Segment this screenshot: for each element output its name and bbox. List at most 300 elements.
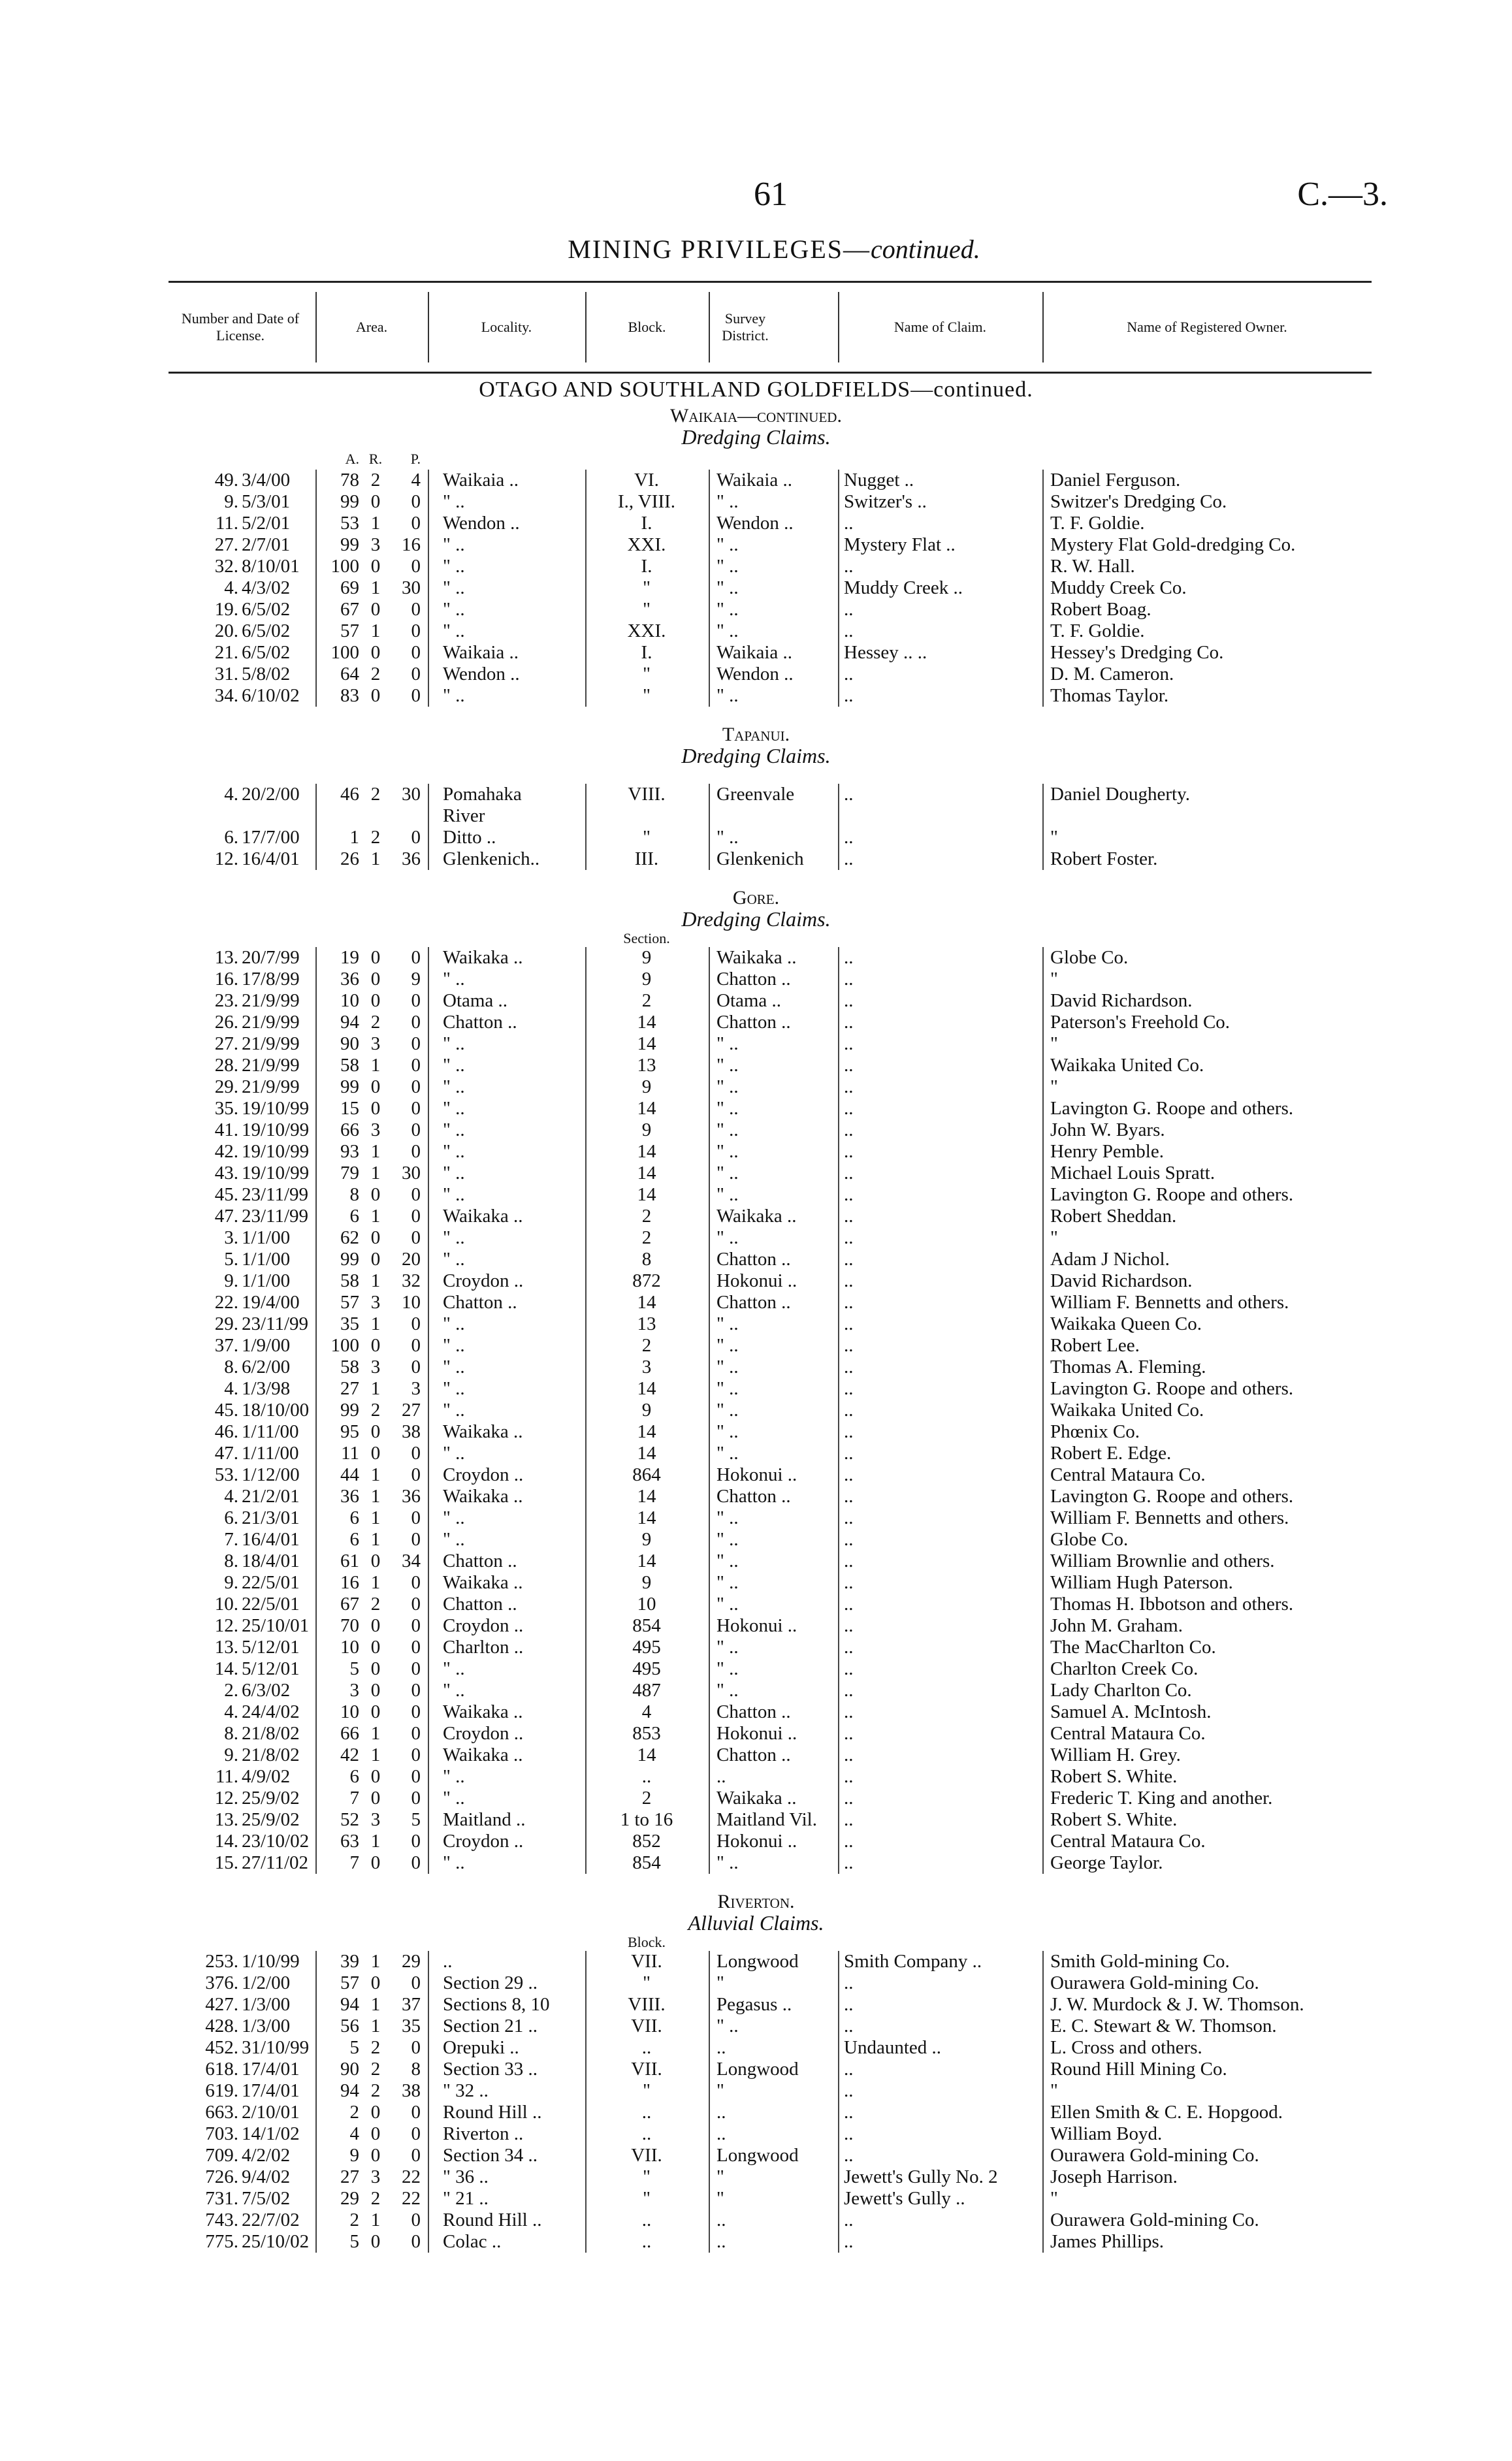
license-number: 427. (205, 1994, 238, 2015)
column-rule (838, 599, 839, 620)
column-rule (428, 2188, 429, 2210)
area-acres: 27 (340, 1378, 359, 1399)
area-roods: 2 (370, 1400, 381, 1421)
table-row (0, 470, 1512, 491)
area-acres: 67 (340, 1594, 359, 1615)
table-row (0, 534, 1512, 556)
license-number: 4. (224, 1486, 238, 1507)
column-rule (315, 2123, 317, 2145)
column-rule (709, 990, 710, 1012)
locality: " .. (443, 1141, 465, 1162)
column-rule (838, 1594, 839, 1615)
area-perches: 0 (411, 1788, 421, 1809)
claim-name: .. (844, 827, 854, 848)
claim-name: .. (844, 1852, 854, 1873)
area-acres: 26 (340, 848, 359, 869)
survey-district: .. (716, 2210, 726, 2230)
column-rule (1042, 556, 1044, 577)
license-number: 47. (214, 1206, 238, 1227)
claim-name: .. (844, 2059, 854, 2080)
license-date: 1/3/00 (242, 2016, 291, 2036)
column-sublabel: Block. (627, 1934, 666, 1950)
area-acres: 2 (349, 2102, 359, 2123)
column-rule (585, 1443, 587, 1464)
block: 2 (641, 1206, 652, 1227)
survey-district: " .. (716, 1507, 739, 1528)
survey-district: " .. (716, 620, 739, 641)
claim-name: .. (844, 2231, 854, 2252)
survey-district: .. (716, 2037, 726, 2058)
claim-name: .. (844, 1400, 854, 1421)
column-rule (585, 2080, 587, 2102)
column-rule (428, 1313, 429, 1335)
area-roods: 0 (370, 990, 381, 1011)
column-rule (585, 1357, 587, 1378)
license-number: 3. (224, 1227, 238, 1248)
license-number: 13. (214, 1809, 238, 1830)
registered-owner: Lavington G. Roope and others. (1050, 1486, 1294, 1507)
license-number: 9. (224, 1572, 238, 1593)
license-date: 1/1/00 (242, 1227, 291, 1248)
block: .. (641, 1766, 652, 1787)
area-perches: 0 (411, 1076, 421, 1097)
claim-name: Nugget .. (844, 470, 914, 491)
area-perches: 27 (402, 1400, 421, 1421)
area-perches: 10 (402, 1292, 421, 1313)
column-rule (709, 685, 710, 707)
column-rule (585, 1076, 587, 1098)
area-perches: 30 (402, 577, 421, 598)
column-rule (709, 1701, 710, 1723)
area-roods: 0 (370, 1615, 381, 1636)
area-acres: 61 (340, 1551, 359, 1571)
license-number: 43. (214, 1163, 238, 1183)
locality: " .. (443, 1033, 465, 1054)
area-acres: 99 (340, 534, 359, 555)
area-acres: 52 (340, 1809, 359, 1830)
table-row (0, 1443, 1512, 1464)
license-number: 619. (205, 2080, 238, 2101)
survey-district: Pegasus .. (716, 1994, 792, 2015)
area-acres: 16 (340, 1572, 359, 1593)
column-rule (315, 2059, 317, 2080)
column-rule (838, 1184, 839, 1206)
area-perches: 0 (411, 1206, 421, 1227)
table-row (0, 1076, 1512, 1098)
registered-owner: " (1050, 1033, 1058, 1054)
registered-owner: Paterson's Freehold Co. (1050, 1012, 1231, 1033)
column-rule (585, 1831, 587, 1852)
area-roods: 1 (370, 1141, 381, 1162)
block: 14 (637, 1292, 656, 1313)
block: VIII. (628, 784, 666, 805)
column-rule (1042, 969, 1044, 990)
column-rule (709, 2080, 710, 2102)
column-rule (1042, 1637, 1044, 1658)
area-acres: 3 (349, 1680, 359, 1701)
block: 14 (637, 1421, 656, 1442)
block: 9 (641, 1119, 652, 1140)
column-rule (838, 1227, 839, 1249)
column-rule (428, 1809, 429, 1831)
column-rule (585, 1464, 587, 1486)
registered-owner: Adam J Nichol. (1050, 1249, 1170, 1270)
claim-name: .. (844, 1572, 854, 1593)
area-roods: 3 (370, 1357, 381, 1377)
column-rule (315, 2037, 317, 2059)
column-rule (709, 1313, 710, 1335)
column-rule (1042, 1615, 1044, 1637)
locality: " .. (443, 1227, 465, 1248)
claim-name: .. (844, 1357, 854, 1377)
license-number: 4. (224, 1378, 238, 1399)
locality: " .. (443, 1098, 465, 1119)
table-row (0, 1680, 1512, 1701)
license-number: 27. (214, 1033, 238, 1054)
column-rule (709, 1249, 710, 1270)
area-roods: 3 (370, 1119, 381, 1140)
area-perches: 32 (402, 1270, 421, 1291)
license-number: 29. (214, 1076, 238, 1097)
table-row (0, 2037, 1512, 2059)
survey-district: Glenkenich (716, 848, 804, 869)
area-acres: 15 (340, 1098, 359, 1119)
document-reference: C.—3. (1297, 176, 1388, 213)
area-roods: 1 (370, 1529, 381, 1550)
claim-name: .. (844, 1994, 854, 2015)
license-number: 53. (214, 1464, 238, 1485)
survey-district: " .. (716, 1658, 739, 1679)
column-rule (1042, 599, 1044, 620)
block: 14 (637, 1486, 656, 1507)
table-row (0, 1951, 1512, 1972)
claim-name: Hessey .. .. (844, 642, 927, 663)
license-number: 10. (214, 1594, 238, 1615)
spacer (0, 707, 1512, 724)
license-date: 1/9/00 (242, 1335, 291, 1356)
column-rule (585, 2102, 587, 2123)
column-rule (838, 1141, 839, 1163)
license-number: 12. (214, 1615, 238, 1636)
survey-district: Chatton .. (716, 1701, 791, 1722)
column-rule (428, 642, 429, 664)
license-date: 20/2/00 (242, 784, 300, 805)
license-date: 18/10/00 (242, 1400, 310, 1421)
locality: Section 34 .. (443, 2145, 538, 2166)
area-acres: 99 (340, 1400, 359, 1421)
survey-district: " .. (716, 827, 739, 848)
column-rule (585, 2123, 587, 2145)
column-rule (709, 2145, 710, 2166)
area-roods: 0 (370, 969, 381, 989)
locality: " 32 .. (443, 2080, 489, 2101)
locality: " .. (443, 556, 465, 577)
area-roods: 0 (370, 1227, 381, 1248)
area-roods: 1 (370, 1507, 381, 1528)
column-rule (585, 1119, 587, 1141)
area-roods: 1 (370, 2210, 381, 2230)
area-acres: 29 (340, 2188, 359, 2209)
registered-owner: The MacCharlton Co. (1050, 1637, 1216, 1658)
area-roods: 1 (370, 1163, 381, 1183)
table-row (0, 1507, 1512, 1529)
license-date: 6/5/02 (242, 620, 291, 641)
column-rule (838, 1701, 839, 1723)
survey-district: .. (716, 2231, 726, 2252)
column-rule (838, 556, 839, 577)
area-acres: 56 (340, 2016, 359, 2036)
area-acres: 66 (340, 1119, 359, 1140)
column-rule (838, 470, 839, 491)
license-date: 18/4/01 (242, 1551, 300, 1571)
locality: Waikaia .. (443, 642, 519, 663)
column-rule (585, 848, 587, 870)
claim-name: .. (844, 1443, 854, 1464)
block: XXI. (627, 620, 666, 641)
column-rule (315, 1033, 317, 1055)
area-roods: 1 (370, 1270, 381, 1291)
survey-district: " .. (716, 1076, 739, 1097)
column-rule (428, 969, 429, 990)
locality: Charlton .. (443, 1637, 524, 1658)
license-date: 19/4/00 (242, 1292, 300, 1313)
column-rule (315, 1206, 317, 1227)
column-rule (315, 1443, 317, 1464)
column-rule (1042, 664, 1044, 685)
license-date: 21/3/01 (242, 1507, 300, 1528)
block: " (643, 664, 651, 684)
column-rule (709, 1637, 710, 1658)
registered-owner: T. F. Goldie. (1050, 620, 1145, 641)
locality: Croydon .. (443, 1615, 524, 1636)
registered-owner: Joseph Harrison. (1050, 2166, 1178, 2187)
block: .. (641, 2210, 652, 2230)
column-rule (838, 577, 839, 599)
area-roods: 0 (370, 2145, 381, 2166)
table-row (0, 990, 1512, 1012)
block: " (643, 827, 651, 848)
block: .. (641, 2102, 652, 2123)
area-roods: 0 (370, 1551, 381, 1571)
license-number: 376. (205, 1972, 238, 1993)
registered-owner: William F. Bennetts and others. (1050, 1292, 1289, 1313)
column-rule (585, 1809, 587, 1831)
column-rule (838, 1012, 839, 1033)
column-rule (315, 2102, 317, 2123)
column-rule (838, 2231, 839, 2253)
claim-name: .. (844, 685, 854, 706)
column-rule (1042, 2210, 1044, 2231)
block: " (643, 577, 651, 598)
column-rule (585, 2188, 587, 2210)
block: 14 (637, 1551, 656, 1571)
registered-owner: Michael Louis Spratt. (1050, 1163, 1215, 1183)
area-perches: 0 (411, 1507, 421, 1528)
column-rule (585, 1723, 587, 1745)
table-row (0, 2231, 1512, 2253)
section-heading-row (0, 379, 1512, 405)
table-row (0, 1788, 1512, 1809)
column-rule (838, 1400, 839, 1421)
column-rule (709, 1400, 710, 1421)
area-acres: 78 (340, 470, 359, 491)
area-perches: 0 (411, 1141, 421, 1162)
column-rule (585, 805, 587, 827)
area-acres: 7 (349, 1852, 359, 1873)
column-rule (315, 513, 317, 534)
license-number: 15. (214, 1852, 238, 1873)
column-rule (315, 947, 317, 969)
column-rule (315, 990, 317, 1012)
area-perches: 37 (402, 1994, 421, 2015)
claim-name: .. (844, 1163, 854, 1183)
section-heading: Alluvial Claims. (688, 1911, 824, 1935)
column-rule (585, 1249, 587, 1270)
area-perches: 16 (402, 534, 421, 555)
column-rule (1042, 1335, 1044, 1357)
column-rule (585, 1594, 587, 1615)
block: I., VIII. (617, 491, 676, 512)
license-date: 6/3/02 (242, 1680, 291, 1701)
column-rule (1042, 1098, 1044, 1119)
registered-owner: Lavington G. Roope and others. (1050, 1184, 1294, 1205)
claim-name: .. (844, 1119, 854, 1140)
column-rule (1042, 1658, 1044, 1680)
area-perches: 30 (402, 784, 421, 805)
column-rule (709, 2016, 710, 2037)
survey-district: " .. (716, 1119, 739, 1140)
column-rule (709, 534, 710, 556)
area-acres: 95 (340, 1421, 359, 1442)
column-rule (709, 1270, 710, 1292)
block: 854 (632, 1852, 661, 1873)
survey-district: " (716, 1972, 724, 1993)
block: VII. (631, 1951, 662, 1972)
area-perches: 0 (411, 827, 421, 848)
header-owner: Name of Registered Owner. (1127, 319, 1287, 335)
column-rule (1042, 642, 1044, 664)
locality: " .. (443, 1184, 465, 1205)
area-perches: 0 (411, 1098, 421, 1119)
license-date: 25/9/02 (242, 1788, 300, 1809)
license-number: 253. (205, 1951, 238, 1972)
column-rule (585, 1788, 587, 1809)
table-row (0, 1270, 1512, 1292)
column-rule (428, 1507, 429, 1529)
registered-owner: Thomas A. Fleming. (1050, 1357, 1206, 1377)
column-rule (428, 2231, 429, 2253)
survey-district: Hokonui .. (716, 1831, 797, 1852)
license-date: 1/1/00 (242, 1249, 291, 1270)
column-rule (709, 947, 710, 969)
license-date: 2/7/01 (242, 534, 291, 555)
section-heading-row (0, 1912, 1512, 1934)
license-date: 25/10/02 (242, 2231, 310, 2252)
area-roods: 2 (370, 2037, 381, 2058)
locality: " 21 .. (443, 2188, 489, 2209)
column-rule (1042, 1831, 1044, 1852)
column-rule (585, 2145, 587, 2166)
column-rule (585, 1852, 587, 1874)
claim-name: .. (844, 947, 854, 968)
column-rule (315, 1615, 317, 1637)
table-row (0, 664, 1512, 685)
survey-district: " .. (716, 1055, 739, 1076)
column-rule (428, 1076, 429, 1098)
column-rule (315, 1529, 317, 1551)
column-rule (1042, 1994, 1044, 2016)
area-perches: 38 (402, 1421, 421, 1442)
area-perches: 0 (411, 1637, 421, 1658)
column-rule (1042, 1951, 1044, 1972)
locality: " .. (443, 1076, 465, 1097)
registered-owner: " (1050, 2188, 1058, 2209)
column-rule (709, 1809, 710, 1831)
license-number: 703. (205, 2123, 238, 2144)
area-acres: 5 (349, 1658, 359, 1679)
area-acres: 6 (349, 1529, 359, 1550)
registered-owner: Hessey's Dredging Co. (1050, 642, 1224, 663)
area-perches: 0 (411, 1831, 421, 1852)
registered-owner: Daniel Dougherty. (1050, 784, 1190, 805)
column-rule (428, 947, 429, 969)
column-rule (585, 1701, 587, 1723)
license-number: 31. (214, 664, 238, 684)
block: 853 (632, 1723, 661, 1744)
column-rule (709, 1055, 710, 1076)
column-rule (709, 1033, 710, 1055)
claim-name: .. (844, 990, 854, 1011)
column-rule (1042, 1972, 1044, 1994)
claim-name: .. (844, 1270, 854, 1291)
area-perches: 0 (411, 1972, 421, 1993)
locality: Maitland .. (443, 1809, 526, 1830)
claim-name: .. (844, 1701, 854, 1722)
survey-district: " .. (716, 1421, 739, 1442)
area-perches: 0 (411, 1680, 421, 1701)
column-rule (1042, 620, 1044, 642)
column-rule (709, 1572, 710, 1594)
column-rule (428, 1680, 429, 1701)
table-row (0, 1745, 1512, 1766)
column-rule (1042, 1141, 1044, 1163)
locality: Croydon .. (443, 1831, 524, 1852)
section-heading: Waikaia—continued. (670, 405, 842, 426)
survey-district: " .. (716, 1637, 739, 1658)
area-roods: 2 (370, 784, 381, 805)
area-roods: 3 (370, 1809, 381, 1830)
block: 2 (641, 1788, 652, 1809)
survey-district: " .. (716, 1184, 739, 1205)
column-rule (1042, 2102, 1044, 2123)
license-number: 20. (214, 620, 238, 641)
license-date: 5/12/01 (242, 1637, 300, 1658)
table-row (0, 1972, 1512, 1994)
table-row (0, 685, 1512, 707)
area-acres: 8 (349, 1184, 359, 1205)
area-perches: 0 (411, 1012, 421, 1033)
column-rule (838, 1745, 839, 1766)
column-rule (1042, 2059, 1044, 2080)
block: 14 (637, 1745, 656, 1765)
locality: " .. (443, 1400, 465, 1421)
column-rule (709, 1292, 710, 1313)
registered-owner: Robert Lee. (1050, 1335, 1140, 1356)
column-rule (315, 577, 317, 599)
survey-district: Hokonui .. (716, 1464, 797, 1485)
area-acres: 62 (340, 1227, 359, 1248)
block: " (643, 2080, 651, 2101)
